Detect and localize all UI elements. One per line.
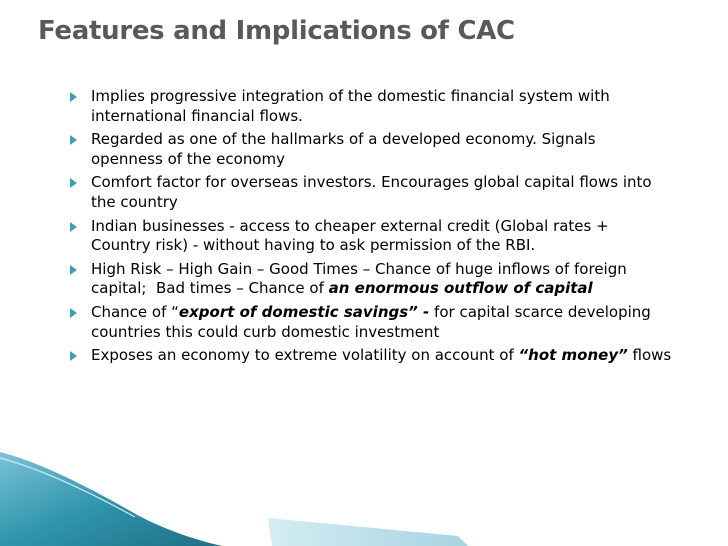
bullet-emphasis: “hot money” (518, 346, 628, 365)
bullet-item (68, 87, 672, 126)
bullet-text: Regarded as one of the hallmarks of a developed economy. Signals openness of the economy (91, 130, 596, 168)
wave-light-shape (268, 518, 468, 546)
bullet-text: High Risk – High Gain – Good Times – Chance of huge inflows of foreign capital; Bad times – Chance of (91, 259, 627, 298)
bullet-item (68, 217, 672, 256)
bullet-arrow-icon (70, 265, 77, 275)
bullet-arrow-icon (70, 178, 77, 188)
bullet-arrow-icon (70, 135, 77, 145)
slide-title: Features and Implications of CAC (38, 16, 515, 46)
bullet-text: flows (627, 346, 672, 365)
bullet-text: for capital scarce developing countries this could curb domestic investment (91, 302, 651, 341)
bullet-text: Implies progressive integration of the domestic financial system with international financial flows. (91, 87, 610, 125)
bullet-arrow-icon (70, 222, 77, 232)
bullet-item (68, 303, 672, 342)
bullet-item (68, 260, 672, 299)
wave-dark-shape (0, 452, 222, 546)
bullet-item (68, 173, 672, 212)
bullet-text: Comfort factor for overseas investors. Encourages global capital flows into the country (91, 173, 652, 211)
bullet-arrow-icon (70, 308, 77, 318)
bullet-emphasis: an enormous outflow of capital (328, 279, 593, 298)
bullet-item (68, 130, 672, 169)
bullet-text: Exposes an economy to extreme volatility on account of (91, 346, 519, 365)
bullet-text: Chance of “ (91, 302, 179, 321)
bullet-item (68, 346, 672, 366)
bullet-arrow-icon (70, 351, 77, 361)
bullet-emphasis: export of domestic savings” - (178, 302, 430, 321)
bullet-list (68, 87, 672, 370)
bullet-text: Indian businesses - access to cheaper external credit (Global rates + Country risk) - without having to ask permission of the RBI. (91, 216, 609, 255)
bullet-arrow-icon (70, 92, 77, 102)
